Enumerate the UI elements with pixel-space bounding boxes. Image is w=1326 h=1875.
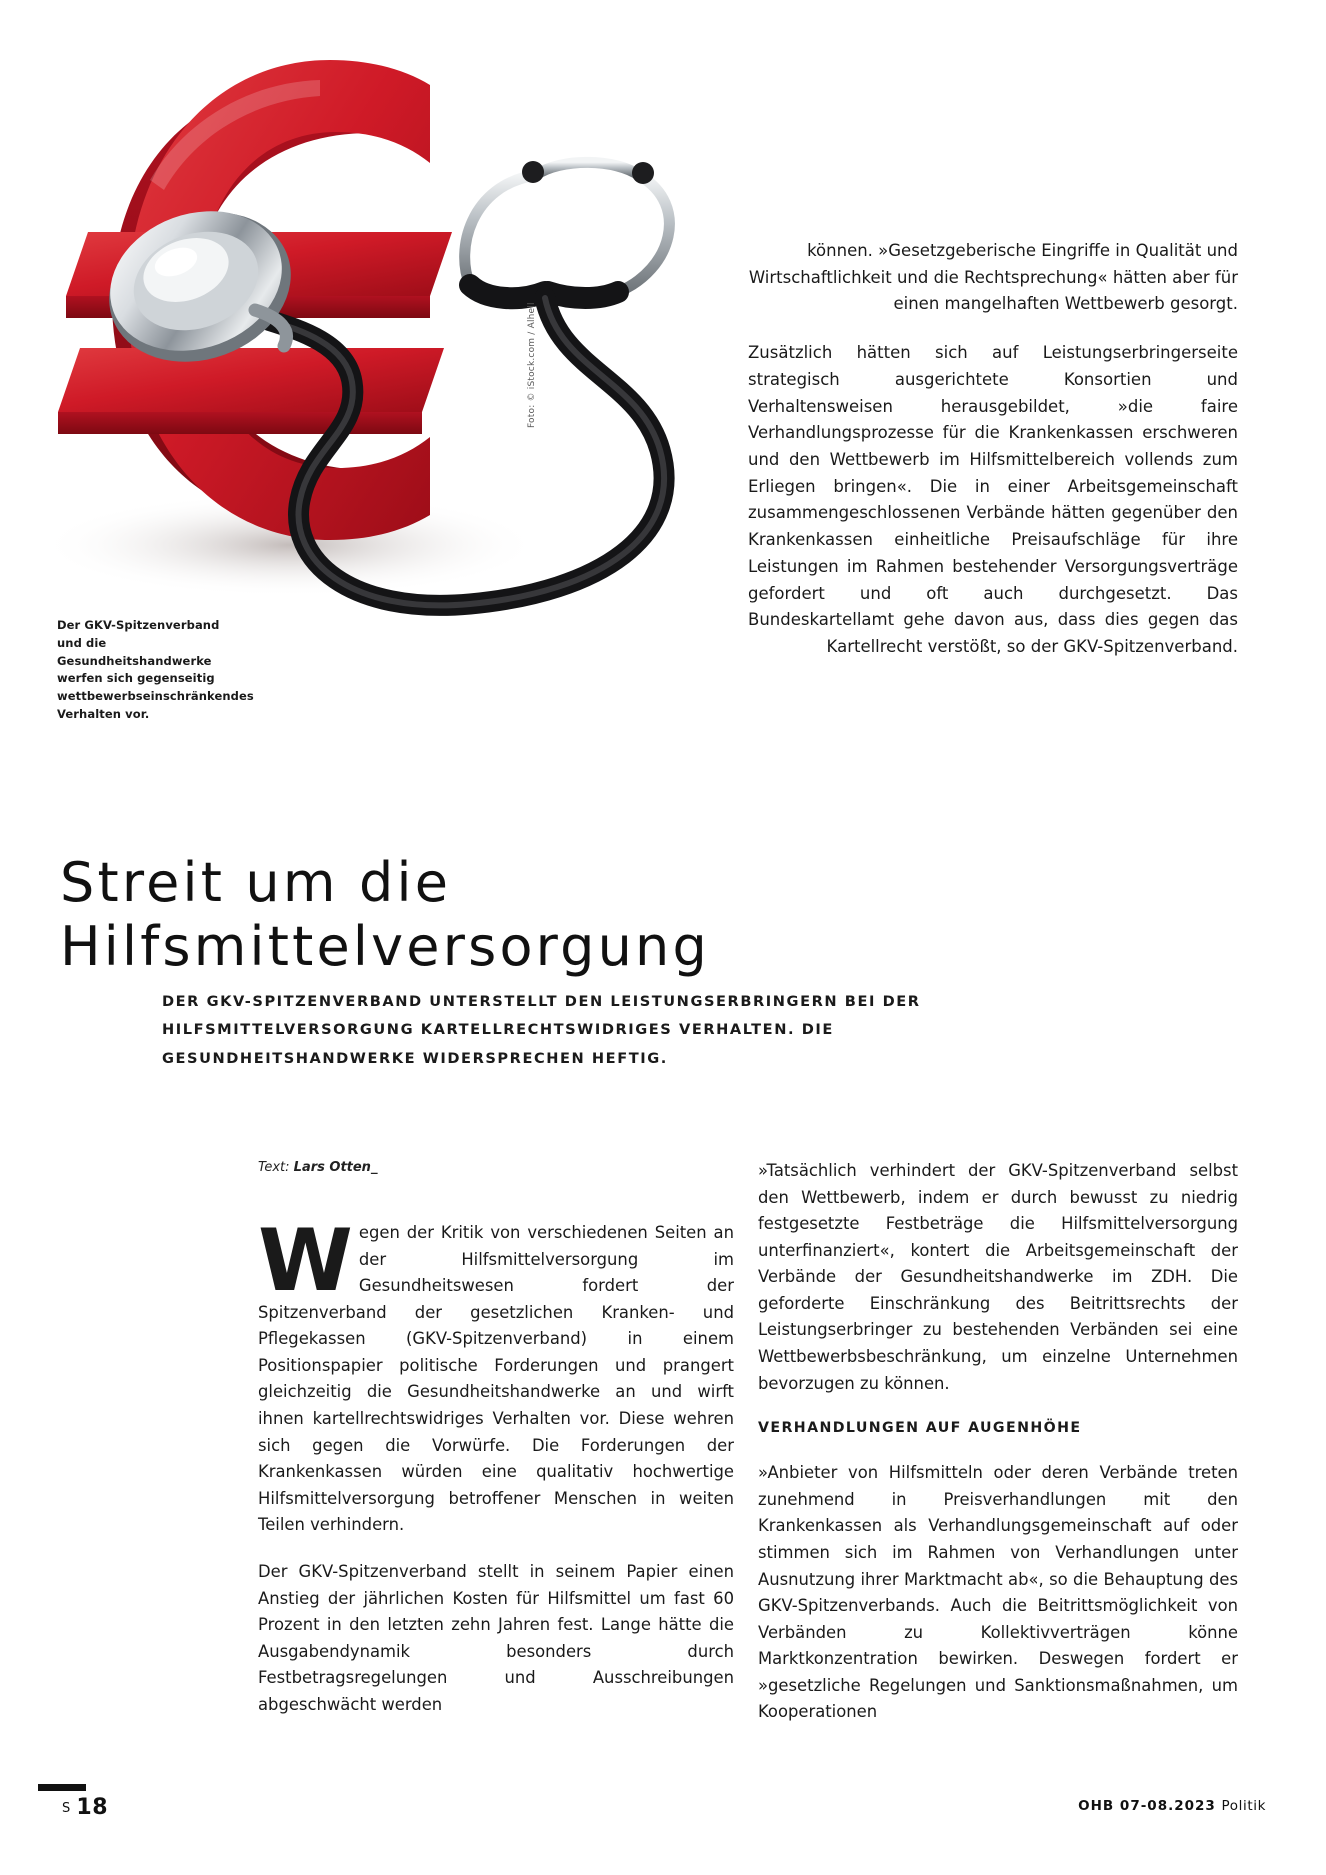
body-left-paragraph-1: Wegen der Kritik von verschiedenen Seiten an der Hilfsmittelversorgung im Gesundheitswesen fordert der Spitzenverband der gesetzlichen Kranken- und Pflegekassen (GKV-Spitzenverband) in einem Positionspapier politische Forderungen und prangert gleichzeitig die Gesundheitshandwerke an und wirft ihnen kartellrechtswidriges Verhalten vor. Diese wehren sich gegen die Vorwürfe. Die Forderungen der Krankenkassen würden eine qualitativ hochwertige Hilfsmittelversorgung betroffener Menschen in weiten Teilen verhindern. xyxy=(258,1211,734,1535)
byline-label: Text: xyxy=(258,1160,290,1175)
footer-meta xyxy=(1078,1798,1266,1814)
top-right-column xyxy=(748,238,1238,661)
section-name: Politik xyxy=(1221,1798,1266,1814)
top-paragraph-1: können. »Gesetzgeberische Eingriffe in Qualität und Wirtschaftlichkeit und die Rechtsprechung« hätten aber für einen mangelhaften Wettbewerb gesorgt. xyxy=(748,241,1238,314)
standfirst: DER GKV-SPITZENVERBAND UNTERSTELLT DEN LEISTUNGSERBRINGERN BEI DER HILFSMITTELVERSORGUNG KARTELLRECHTSWIDRIGES VERHALTEN. DIE GESUNDHEITSHANDWERKE WIDERSPRECHEN HEFTIG. xyxy=(162,993,921,1067)
headline-line-1: Streit um die xyxy=(60,851,452,915)
body-left-paragraph-2: Der GKV-Spitzenverband stellt in seinem Papier einen Anstieg der jährlichen Kosten für Hilfsmittel um fast 60 Prozent in den letzten zehn Jahren fest. Lange hätte die Ausgabendynamik besonders durch Festbetragsregelungen und Ausschreibungen abgeschwächt werden xyxy=(258,1561,734,1714)
body-right-paragraph-2: »Anbieter von Hilfsmitteln oder deren Verbände treten zunehmend in Preisverhandlungen mit den Krankenkassen als Verhandlungsgemeinschaft auf oder stimmen sich im Rahmen von Verhandlungen unter Ausnutzung ihrer Marktmacht ab«, so die Behauptung des GKV-Spitzenverbands. Auch die Beitrittsmöglichkeit von Verbänden zu Kollektivverträgen könne Marktkonzentration bewirken. Deswegen fordert er »gesetzliche Regelungen und Sanktionsmaßnahmen, um Kooperationen xyxy=(758,1463,1238,1722)
body-column-right xyxy=(758,1158,1238,1726)
photo-credit: Foto: © iStock.com / Alhell xyxy=(527,302,537,428)
footer-rule xyxy=(38,1784,86,1791)
folio-number: 18 xyxy=(76,1795,109,1820)
folio xyxy=(62,1795,108,1820)
body-column-left xyxy=(258,1211,734,1718)
folio-prefix: S xyxy=(62,1801,72,1816)
top-paragraph-2: Zusätzlich hätten sich auf Leistungserbringerseite strategisch ausgerichtete Konsortien und Verhaltensweisen herausgebildet, »die faire Verhandlungsprozesse für die Krankenkassen erschweren und den Wettbewerb im Hilfsmittelbereich vollends zum Erliegen bringen«. Die in einer Arbeitsgemeinschaft zusammengeschlossenen Verbände hätten gegenüber den Krankenkassen einheitliche Preisaufschläge für ihre Leistungen im Rahmen bestehender Versorgungsverträge gefordert und oft auch durchgesetzt. Das Bundeskartellamt gehe davon aus, dass dies gegen das Kartellrecht verstößt, so der GKV-Spitzenverband. xyxy=(748,343,1238,657)
hero-image xyxy=(0,0,760,640)
byline xyxy=(258,1160,377,1175)
page-title xyxy=(60,851,1240,978)
body-right-subheading: VERHANDLUNGEN AUF AUGENHÖHE xyxy=(758,1420,1082,1437)
publication-issue: OHB 07-08.2023 xyxy=(1078,1798,1216,1814)
byline-author: Lars Otten_ xyxy=(293,1160,378,1175)
body-right-paragraph-1: »Tatsächlich verhindert der GKV-Spitzenverband selbst den Wettbewerb, indem er durch bewusst zu niedrig festgesetzte Festbeträge die Hilfsmittelversorgung unterfinanziert«, kontert die Arbeitsgemeinschaft der Verbände der Gesundheitshandwerke im ZDH. Die geforderte Einschränkung des Beitrittsrechts der Leistungserbringer zu bestehenden Verbänden sei eine Wettbewerbsbeschränkung, um einzelne Unternehmen bevorzugen zu können. xyxy=(758,1161,1238,1393)
image-caption: Der GKV-Spitzenverband und die Gesundheitshandwerke werfen sich gegenseitig wettbewerbseinschränkendes Verhalten vor. xyxy=(57,618,254,722)
euro-sign-with-stethoscope-illustration xyxy=(0,0,760,640)
headline-line-2: Hilfsmittelversorgung xyxy=(60,914,710,978)
